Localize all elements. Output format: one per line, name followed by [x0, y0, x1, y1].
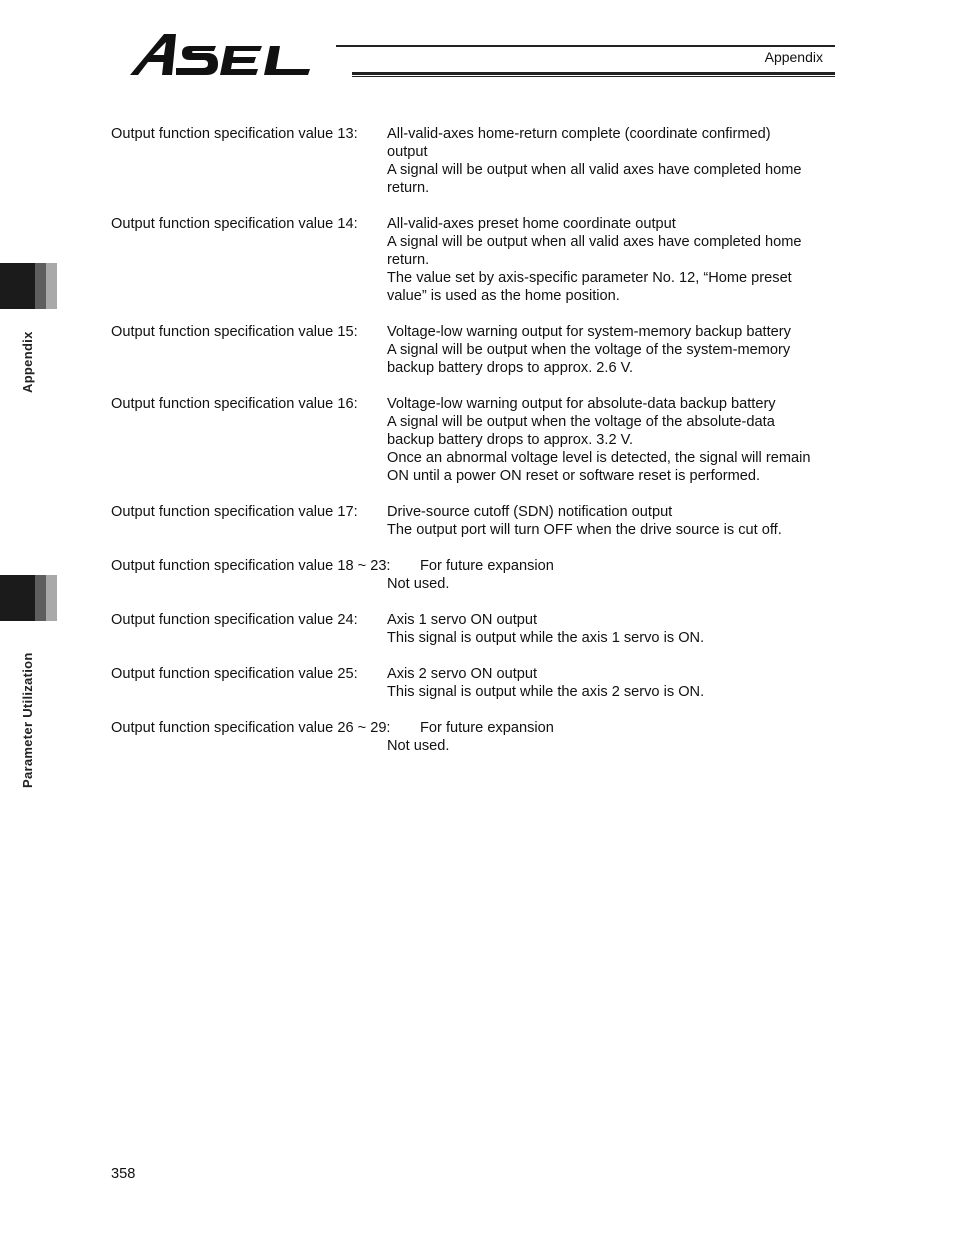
- spec-line: ON until a power ON reset or software reset is performed.: [387, 468, 761, 484]
- spec-label: Output function specification value 17:: [111, 504, 358, 520]
- spec-entry-17: [111, 503, 851, 539]
- spec-line: value” is used as the home position.: [387, 288, 620, 304]
- spec-line: This signal is output while the axis 2 servo is ON.: [387, 684, 705, 700]
- spec-line: All-valid-axes preset home coordinate output: [387, 216, 676, 232]
- spec-line: A signal will be output when the voltage of the absolute-data: [387, 414, 775, 430]
- spec-line: backup battery drops to approx. 2.6 V.: [387, 360, 634, 376]
- spec-label: Output function specification value 18 ~ 23:: [111, 558, 391, 574]
- spec-entry-24: [111, 611, 851, 647]
- spec-line: return.: [387, 180, 430, 196]
- spec-line: Once an abnormal voltage level is detected, the signal will remain: [387, 450, 811, 466]
- spec-line: The output port will turn OFF when the drive source is cut off.: [387, 522, 782, 538]
- spec-line: This signal is output while the axis 1 servo is ON.: [387, 630, 705, 646]
- spec-entry-16: [111, 395, 851, 485]
- side-label-parameter-utilization: Parameter Utilization: [20, 652, 35, 788]
- spec-entry-13: [111, 125, 851, 197]
- spec-entry-15: [111, 323, 851, 377]
- spec-line: Not used.: [387, 738, 450, 754]
- header-section-title: Appendix: [764, 49, 823, 65]
- spec-label: Output function specification value 26 ~ 29:: [111, 720, 391, 736]
- spec-title: For future expansion: [420, 558, 554, 574]
- spec-entry-25: [111, 665, 851, 701]
- spec-line: A signal will be output when the voltage of the system-memory: [387, 342, 791, 358]
- spec-list: [111, 125, 851, 773]
- spec-label: Output function specification value 16:: [111, 396, 358, 412]
- side-tab-parameter-utilization: [0, 575, 57, 621]
- side-tab-appendix: [0, 263, 57, 309]
- spec-entry-26-29: [111, 719, 851, 755]
- header-rule-bottom-thin: [352, 76, 835, 77]
- page-number: 358: [111, 1166, 136, 1182]
- side-label-appendix: Appendix: [20, 331, 35, 393]
- spec-line: Voltage-low warning output for absolute-data backup battery: [387, 396, 776, 412]
- spec-title: For future expansion: [420, 720, 554, 736]
- asel-logo: [124, 30, 350, 78]
- spec-label: Output function specification value 13:: [111, 126, 358, 142]
- spec-line: backup battery drops to approx. 3.2 V.: [387, 432, 634, 448]
- spec-entry-18-23: [111, 557, 851, 593]
- spec-line: Axis 2 servo ON output: [387, 666, 538, 682]
- spec-line: A signal will be output when all valid axes have completed home: [387, 162, 802, 178]
- spec-line: All-valid-axes home-return complete (coordinate confirmed): [387, 126, 771, 142]
- spec-label: Output function specification value 24:: [111, 612, 358, 628]
- spec-line: return.: [387, 252, 430, 268]
- spec-line: Not used.: [387, 576, 450, 592]
- spec-line: Drive-source cutoff (SDN) notification output: [387, 504, 673, 520]
- spec-line: The value set by axis-specific parameter No. 12, “Home preset: [387, 270, 792, 286]
- spec-label: Output function specification value 25:: [111, 666, 358, 682]
- header-rule-bottom: [352, 72, 835, 75]
- header-rule-top: [336, 45, 835, 47]
- spec-line: Axis 1 servo ON output: [387, 612, 538, 628]
- spec-label: Output function specification value 14:: [111, 216, 358, 232]
- spec-line: A signal will be output when all valid axes have completed home: [387, 234, 802, 250]
- spec-label: Output function specification value 15:: [111, 324, 358, 340]
- spec-entry-14: [111, 215, 851, 305]
- spec-line: output: [387, 144, 428, 160]
- spec-line: Voltage-low warning output for system-memory backup battery: [387, 324, 791, 340]
